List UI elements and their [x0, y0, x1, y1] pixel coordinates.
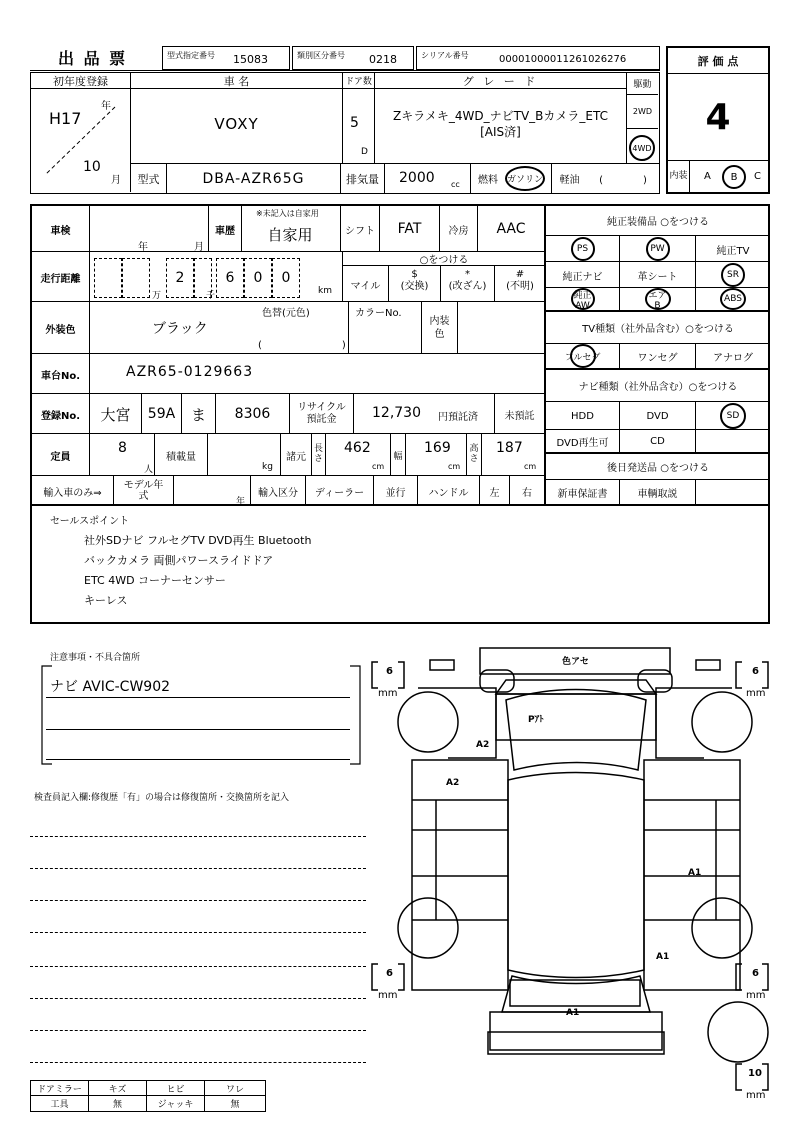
- model-row: [131, 163, 659, 192]
- score-box: [666, 46, 770, 194]
- tread-fr-value: 6: [752, 666, 759, 677]
- sales-block: [30, 506, 770, 624]
- tread-rl-unit: mm: [378, 990, 398, 1001]
- car-name-label: 車 名: [131, 73, 342, 89]
- doors-cell: [343, 73, 375, 163]
- chassis-row: [32, 354, 544, 394]
- shift-label: シフト: [340, 206, 380, 252]
- serial-box: [416, 46, 660, 70]
- navi-row: [546, 402, 770, 430]
- tv-oneseg: ワンセグ: [620, 344, 696, 368]
- navi-title: ナビ種類（社外品含む）○をつける: [546, 370, 770, 402]
- mileage-digit-6: 0: [244, 258, 272, 298]
- later-row: [546, 480, 770, 504]
- diagram-right-rear-mark: A1: [656, 952, 670, 962]
- diagram-rear-bumper-mark: A1: [566, 1008, 580, 1018]
- tread-fl-value: 6: [386, 666, 393, 677]
- import-label: 輸入車のみ⇒: [32, 476, 114, 506]
- interior-a: A: [704, 171, 711, 182]
- interior-label: 内装: [668, 161, 690, 193]
- dvd-row: [546, 430, 770, 454]
- genuine-pw: PW: [646, 237, 670, 261]
- length-label: 長さ: [312, 434, 326, 476]
- first-reg-month: 10: [83, 159, 101, 175]
- import-dealer: ディーラー: [306, 476, 374, 506]
- handle-right: 右: [522, 487, 532, 499]
- model-year-unit: 年: [236, 497, 246, 507]
- odo-tamper-cell: [441, 266, 495, 302]
- type-no-label: 型式指定番号: [167, 51, 215, 60]
- reg-slash: [31, 97, 131, 177]
- later-warranty: 新車保証書: [546, 480, 620, 504]
- genuine-leather: 革シート: [620, 262, 696, 288]
- genuine-row3: [546, 288, 770, 312]
- genuine-airbag: エアB: [645, 288, 671, 310]
- tread-rr-unit: mm: [746, 990, 766, 1001]
- diagram-front-mark: 色アセ: [562, 657, 589, 667]
- displacement-cell: [385, 164, 471, 193]
- reg-label: 登録No.: [32, 394, 90, 434]
- doors-suffix: D: [361, 147, 368, 157]
- inspector-line-6: [30, 998, 366, 999]
- month-suffix: 月: [111, 175, 121, 186]
- recycle-amount: 12,730: [372, 405, 421, 421]
- model-value: DBA-AZR65G: [167, 164, 341, 193]
- later-title: 後日発送品 ○をつける: [546, 454, 770, 480]
- notes-line-1: [46, 674, 350, 698]
- mileage-digit-7: 0: [272, 258, 300, 298]
- reg-class: 59A: [142, 394, 182, 434]
- odo-tamper-symbol: *: [465, 269, 470, 280]
- history-label: 車歴: [208, 206, 242, 252]
- fuel-label: 燃料: [478, 175, 498, 186]
- inspection-year-unit: 年: [138, 242, 148, 253]
- tools-table: [30, 1080, 266, 1112]
- inspector-line-2: [30, 868, 366, 869]
- drive-4wd: 4WD: [632, 143, 652, 153]
- serial-label: シリアル番号: [421, 51, 469, 60]
- genuine-title: 純正装備品 ○をつける: [546, 206, 770, 236]
- odo-unknown-cell: [495, 266, 545, 302]
- inspector-line-1: [30, 836, 366, 837]
- chassis-value: AZR65-0129663: [126, 364, 254, 380]
- odometer-note: ○をつける: [343, 252, 545, 266]
- ac-value: AAC: [496, 221, 526, 237]
- tools-tools-value: 無: [89, 1096, 147, 1111]
- score-value: 4: [705, 96, 731, 138]
- odo-mile: マイル: [343, 266, 389, 302]
- reg-area: 大宮: [90, 394, 142, 434]
- year-suffix: 年: [101, 101, 111, 112]
- drive-4wd-circled: [629, 135, 655, 161]
- capacity-row: [32, 434, 544, 476]
- color-row: [32, 302, 544, 354]
- reg-kana: ま: [182, 394, 216, 434]
- type-no-box: [162, 46, 290, 70]
- history-value: 自家用: [267, 225, 313, 244]
- load-unit: kg: [262, 462, 273, 472]
- fuel-gas-circled: [505, 166, 545, 191]
- genuine-abs: ABS: [720, 288, 746, 310]
- fuel-diesel: 軽油: [551, 164, 587, 193]
- tread-fl-unit: mm: [378, 688, 398, 699]
- first-reg-cell: [31, 73, 131, 192]
- color-code-label: 色替(元色): [262, 308, 310, 319]
- diagram-right-door-mark: A1: [688, 868, 702, 878]
- drive-cell: [627, 73, 659, 163]
- notes-line-1-text: ナビ AVIC-CW902: [50, 679, 171, 695]
- tread-rl-value: 6: [386, 968, 393, 979]
- sales-label: セールスポイント: [50, 516, 130, 527]
- inspection-row: [32, 206, 544, 252]
- width-label: 幅: [390, 434, 406, 476]
- ext-color-value: ブラック: [152, 321, 208, 337]
- inspector-line-8: [30, 1062, 366, 1063]
- import-parallel: 並行: [374, 476, 418, 506]
- odo-exchange-cell: [389, 266, 441, 302]
- grade-line1: Zキラメキ_4WD_ナビTV_Bカメラ_ETC: [393, 108, 608, 123]
- mileage-digit-2: [122, 258, 150, 298]
- odo-exchange-symbol: $: [411, 269, 418, 280]
- tread-fr-unit: mm: [746, 688, 766, 699]
- interior-b: B: [730, 171, 738, 183]
- mileage-digit-5: 6: [216, 258, 244, 298]
- tools-crack: ヒビ: [147, 1081, 205, 1096]
- sales-line-1: 社外SDナビ フルセグTV DVD再生 Bluetooth: [84, 534, 312, 547]
- height-unit: cm: [524, 462, 537, 471]
- tv-fullseg: フルセグ: [570, 344, 596, 368]
- genuine-abs-cell: [696, 288, 770, 310]
- int-color-label: 内装色: [422, 302, 458, 354]
- tread-spare-value: 10: [748, 1068, 762, 1079]
- diagram-left-pillar-mark: A2: [476, 740, 490, 750]
- navi-sd-cell: [696, 402, 770, 430]
- odo-tamper: (改ざん): [448, 281, 487, 292]
- genuine-ps: PS: [571, 237, 595, 261]
- genuine-aw-cell: [546, 288, 620, 310]
- genuine-row1: [546, 236, 770, 262]
- inspector-line-5: [30, 966, 366, 967]
- genuine-navi: 純正ナビ: [546, 262, 620, 288]
- tv-row: [546, 344, 770, 370]
- length-value: 462: [344, 440, 371, 456]
- tv-fullseg-cell: [546, 344, 620, 368]
- inspector-label: 検査員記入欄:修復歴「有」の場合は修復箇所・交換箇所を記入: [34, 793, 290, 803]
- dims-label: 諸元: [280, 434, 312, 476]
- grade-line2: [AIS済]: [480, 124, 521, 139]
- drive-2wd: 2WD: [627, 95, 658, 129]
- import-row: [32, 476, 544, 506]
- width-unit: cm: [448, 462, 461, 471]
- class-no-value: 0218: [369, 53, 397, 66]
- doors-label: ドア数: [343, 73, 374, 89]
- height-value: 187: [496, 440, 523, 456]
- tools-jack: ジャッキ: [147, 1096, 205, 1111]
- genuine-ps-cell: [546, 236, 620, 262]
- handle-label: ハンドル: [418, 476, 480, 506]
- genuine-sr-cell: [696, 262, 770, 288]
- class-no-label: 類別区分番号: [297, 51, 345, 60]
- notes-line-3: [46, 738, 350, 760]
- tv-analog: アナログ: [713, 352, 753, 364]
- grade-cell: [375, 73, 627, 163]
- ext-color-label: 外装色: [32, 302, 90, 354]
- import-class-label: 輸入区分: [250, 476, 306, 506]
- odo-exchange: (交換): [400, 281, 429, 292]
- first-reg-era: H17: [49, 109, 82, 128]
- tools-break: ワレ: [225, 1085, 244, 1095]
- sales-line-2: バックカメラ 両側パワースライドドア: [84, 554, 274, 567]
- genuine-row2: [546, 262, 770, 288]
- inspector-line-4: [30, 932, 366, 933]
- class-no-box: [292, 46, 414, 70]
- mileage-digit-3: 2: [166, 258, 194, 298]
- genuine-sr: SR: [721, 263, 745, 287]
- navi-sd: SD: [720, 403, 746, 429]
- displacement-label: 排気量: [341, 164, 385, 193]
- sheet-title: [58, 46, 158, 70]
- chassis-label: 車台No.: [32, 354, 90, 394]
- tools-tools: 工具: [31, 1096, 89, 1111]
- doors-value: 5: [350, 115, 359, 131]
- height-label: 高さ: [466, 434, 482, 476]
- type-no-value: 15083: [233, 53, 268, 66]
- sales-line-4: キーレス: [84, 594, 128, 607]
- inspector-line-7: [30, 1030, 366, 1031]
- grade-label: グ レ ー ド: [375, 73, 626, 89]
- inspector-line-3: [30, 900, 366, 901]
- tread-rr-value: 6: [752, 968, 759, 979]
- displacement-value: 2000: [399, 170, 435, 186]
- car-name-value: VOXY: [214, 115, 259, 133]
- details-block: [30, 204, 770, 506]
- reg-row: [32, 394, 544, 434]
- tread-spare-unit: mm: [746, 1090, 766, 1101]
- cd-label: CD: [620, 430, 696, 452]
- color-orig: ( ): [258, 340, 346, 351]
- genuine-aw: 純正AW: [571, 288, 595, 310]
- recycle-label: リサイクル預託金: [290, 394, 354, 434]
- serial-value: 000010000112610262​76: [499, 54, 627, 65]
- ac-label: 冷房: [440, 206, 478, 252]
- color-no-cell: [348, 302, 422, 354]
- inspection-month-unit: 月: [194, 242, 204, 253]
- title-underline: [30, 70, 660, 71]
- score-label: 評 価 点: [668, 48, 768, 74]
- vehicle-block: [30, 72, 660, 194]
- handle-left: 左: [480, 476, 510, 506]
- capacity-unit: 人: [144, 465, 154, 475]
- genuine-tv: 純正TV: [716, 245, 750, 257]
- recycle-pending: 未預託: [494, 394, 544, 434]
- reg-number: 8306: [216, 394, 290, 434]
- color-no-label: カラーNo.: [355, 308, 402, 319]
- width-value: 169: [424, 440, 451, 456]
- model-label: 型式: [131, 164, 167, 193]
- diagram-windshield-mark: Pｱﾄ: [528, 715, 544, 725]
- odometer-status: [342, 252, 544, 302]
- navi-hdd: HDD: [546, 402, 620, 430]
- drive-label: 駆動: [627, 73, 658, 95]
- recycle-unit: 円預託済: [438, 412, 478, 423]
- tv-title: TV種類（社外品含む）○をつける: [546, 312, 770, 344]
- shift-value: FAT: [380, 206, 440, 252]
- dvd-label: DVD再生可: [546, 430, 620, 452]
- displacement-unit: cc: [451, 180, 460, 189]
- mileage-label: 走行距離: [32, 252, 90, 302]
- diagram-left-door-mark: A2: [446, 778, 460, 788]
- later-manual: 車輌取説: [620, 480, 696, 504]
- fuel-other: ( ): [599, 175, 647, 186]
- equipment-panel: [544, 206, 768, 504]
- mileage-km-unit: km: [318, 286, 332, 296]
- capacity-value: 8: [118, 440, 127, 456]
- tools-mirror: ドアミラー: [31, 1081, 89, 1096]
- tools-jack-value: 無: [230, 1100, 240, 1110]
- notes-label: 注意事項・不具合箇所: [50, 653, 141, 663]
- sales-line-3: ETC 4WD コーナーセンサー: [84, 574, 226, 587]
- fuel-gas: ガソリン: [507, 175, 544, 185]
- mileage-man-unit: 万: [152, 291, 162, 301]
- history-note: ※未記入は自家用: [256, 209, 319, 218]
- odo-unknown-symbol: #: [515, 269, 525, 280]
- capacity-label: 定員: [32, 434, 90, 476]
- notes-line-2: [46, 706, 350, 730]
- odo-unknown: (不明): [506, 281, 534, 292]
- title-text: 出 品 票: [58, 49, 128, 68]
- model-year-label: モデル年式: [114, 476, 174, 506]
- mileage-row: [32, 252, 544, 302]
- mileage-digit-1: [94, 258, 122, 298]
- interior-c: C: [754, 171, 761, 182]
- length-unit: cm: [372, 462, 385, 471]
- genuine-pw-cell: [620, 236, 696, 262]
- load-label: 積載量: [154, 434, 208, 476]
- tools-row1: [31, 1081, 265, 1096]
- interior-grade-row: [668, 160, 768, 192]
- mileage-sen-unit: 千: [206, 291, 216, 301]
- interior-b-circled: [722, 165, 746, 189]
- first-reg-label: 初年度登録: [31, 73, 130, 89]
- car-diagram: [370, 630, 790, 1130]
- tools-scratch: キズ: [89, 1081, 147, 1096]
- tools-row2: [31, 1096, 265, 1111]
- car-name-cell: [131, 73, 343, 163]
- genuine-airbag-cell: [620, 288, 696, 310]
- inspection-label: 車検: [32, 206, 90, 252]
- navi-dvd: DVD: [620, 402, 696, 430]
